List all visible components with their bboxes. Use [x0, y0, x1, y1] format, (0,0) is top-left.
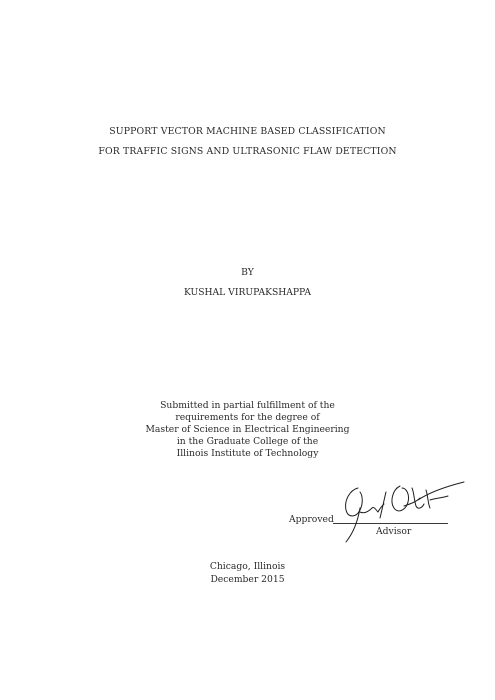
author-name: KUSHAL VIRUPAKSHAPPA: [183, 287, 312, 298]
place: Chicago, Illinois: [209, 561, 286, 572]
submission-line-3: Master of Science in Electrical Engineering: [145, 424, 350, 435]
submission-line-5: Illinois Institute of Technology: [176, 448, 319, 459]
advisor-signature: [330, 478, 470, 550]
approved-label: Approved: [289, 514, 334, 525]
thesis-title-line-1: SUPPORT VECTOR MACHINE BASED CLASSIFICATION: [109, 126, 386, 137]
submission-line-4: in the Graduate College of the: [176, 436, 319, 447]
submission-line-2: requirements for the degree of: [175, 412, 320, 423]
date: December 2015: [210, 574, 285, 585]
thesis-title-line-2: FOR TRAFFIC SIGNS AND ULTRASONIC FLAW DETECTION: [98, 146, 397, 157]
signature-line: [333, 523, 448, 524]
advisor-label: Advisor: [376, 526, 412, 537]
by-label: BY: [241, 267, 254, 278]
submission-line-1: Submitted in partial fulfillment of the: [160, 400, 335, 411]
